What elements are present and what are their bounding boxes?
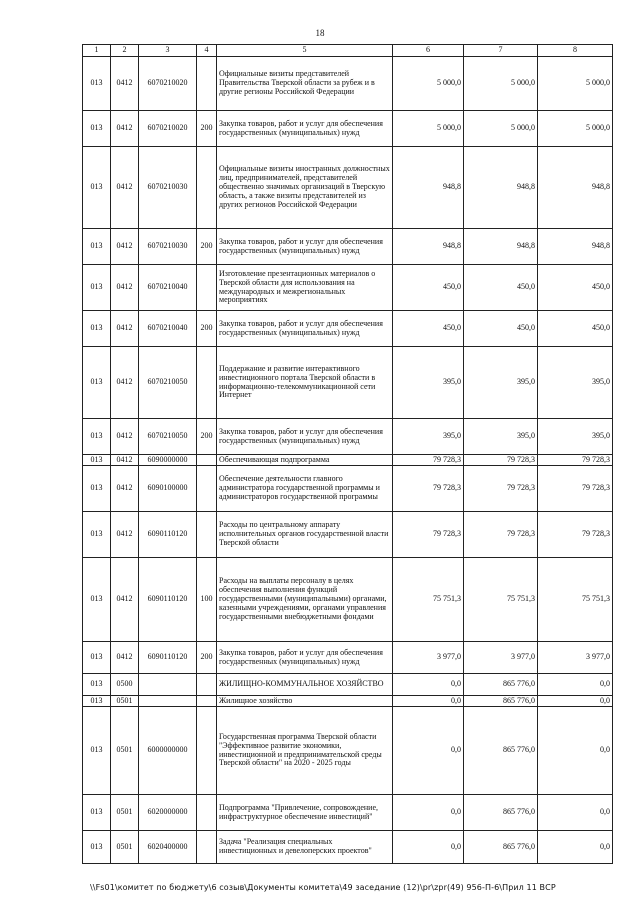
- row-name: Задача "Реализация специальных инвестиционных и девелоперских проектов": [217, 831, 393, 864]
- row-expense-type: 200: [197, 642, 217, 674]
- row-section: 0412: [111, 466, 139, 512]
- page-number: 18: [315, 28, 325, 38]
- row-section: 0412: [111, 419, 139, 455]
- row-value-1: 0,0: [393, 831, 464, 864]
- row-expense-type: 200: [197, 229, 217, 265]
- row-name: Расходы на выплаты персоналу в целях обеспечения выполнения функций государственными (муниципальными) органами, казенными учреждениями, органами управления государственными внебюджетными фондами: [217, 558, 393, 642]
- row-target: 6070210030: [139, 147, 197, 229]
- row-name: Закупка товаров, работ и услуг для обеспечения государственных (муниципальных) нужд: [217, 311, 393, 347]
- row-target: 6020000000: [139, 795, 197, 831]
- column-header: 1: [83, 45, 111, 57]
- row-name: Государственная программа Тверской области "Эффективное развитие экономики, инвестиционной и предпринимательской среды Тверской области" на 2020 - 2025 годы: [217, 707, 393, 795]
- row-value-2: 5 000,0: [464, 57, 538, 111]
- row-expense-type: [197, 512, 217, 558]
- row-value-3: 79 728,3: [538, 466, 613, 512]
- row-value-1: 79 728,3: [393, 512, 464, 558]
- column-header: 2: [111, 45, 139, 57]
- row-code: 013: [83, 347, 111, 419]
- row-target: 6090000000: [139, 455, 197, 466]
- row-value-3: 948,8: [538, 147, 613, 229]
- row-section: 0412: [111, 455, 139, 466]
- table-row: [83, 311, 613, 347]
- row-value-3: 0,0: [538, 674, 613, 696]
- row-section: 0501: [111, 831, 139, 864]
- row-code: 013: [83, 707, 111, 795]
- row-section: 0501: [111, 795, 139, 831]
- row-value-1: 395,0: [393, 347, 464, 419]
- row-value-3: 395,0: [538, 347, 613, 419]
- table-row: [83, 512, 613, 558]
- row-section: 0412: [111, 311, 139, 347]
- row-value-2: 450,0: [464, 265, 538, 311]
- row-value-3: 450,0: [538, 311, 613, 347]
- row-value-2: 865 776,0: [464, 674, 538, 696]
- row-name: Закупка товаров, работ и услуг для обеспечения государственных (муниципальных) нужд: [217, 642, 393, 674]
- table-row: [83, 229, 613, 265]
- row-value-3: 395,0: [538, 419, 613, 455]
- row-section: 0412: [111, 229, 139, 265]
- row-value-2: 948,8: [464, 229, 538, 265]
- row-section: 0501: [111, 696, 139, 707]
- row-expense-type: 100: [197, 558, 217, 642]
- row-code: 013: [83, 311, 111, 347]
- row-target: 6070210030: [139, 229, 197, 265]
- row-value-3: 79 728,3: [538, 512, 613, 558]
- row-value-2: 3 977,0: [464, 642, 538, 674]
- row-value-3: 5 000,0: [538, 57, 613, 111]
- row-value-1: 0,0: [393, 696, 464, 707]
- table-row: [83, 347, 613, 419]
- row-expense-type: [197, 466, 217, 512]
- column-header: 8: [538, 45, 613, 57]
- row-name: Закупка товаров, работ и услуг для обеспечения государственных (муниципальных) нужд: [217, 229, 393, 265]
- column-header: 7: [464, 45, 538, 57]
- row-section: 0412: [111, 111, 139, 147]
- row-target: 6070210050: [139, 347, 197, 419]
- row-target: 6090110120: [139, 512, 197, 558]
- row-value-1: 79 728,3: [393, 455, 464, 466]
- row-target: 6070210040: [139, 311, 197, 347]
- row-code: 013: [83, 147, 111, 229]
- budget-table: [82, 44, 613, 864]
- row-name: Закупка товаров, работ и услуг для обеспечения государственных (муниципальных) нужд: [217, 111, 393, 147]
- row-value-1: 948,8: [393, 229, 464, 265]
- row-section: 0500: [111, 674, 139, 696]
- row-name: Обеспечивающая подпрограмма: [217, 455, 393, 466]
- row-code: 013: [83, 229, 111, 265]
- row-expense-type: [197, 147, 217, 229]
- row-value-3: 79 728,3: [538, 455, 613, 466]
- row-target: 6090110120: [139, 558, 197, 642]
- column-header: 3: [139, 45, 197, 57]
- row-target: 6070210020: [139, 111, 197, 147]
- row-value-2: 948,8: [464, 147, 538, 229]
- column-number-row: [83, 45, 613, 57]
- row-name: ЖИЛИЩНО-КОММУНАЛЬНОЕ ХОЗЯЙСТВО: [217, 674, 393, 696]
- row-code: 013: [83, 795, 111, 831]
- table-row: [83, 795, 613, 831]
- table-row: [83, 147, 613, 229]
- row-value-3: 3 977,0: [538, 642, 613, 674]
- table-row: [83, 455, 613, 466]
- row-section: 0501: [111, 707, 139, 795]
- row-value-1: 450,0: [393, 311, 464, 347]
- row-expense-type: 200: [197, 111, 217, 147]
- row-value-3: 0,0: [538, 696, 613, 707]
- row-section: 0412: [111, 265, 139, 311]
- row-target: [139, 674, 197, 696]
- row-section: 0412: [111, 558, 139, 642]
- row-section: 0412: [111, 147, 139, 229]
- row-code: 013: [83, 455, 111, 466]
- row-expense-type: [197, 347, 217, 419]
- row-value-3: 75 751,3: [538, 558, 613, 642]
- row-value-3: 0,0: [538, 831, 613, 864]
- row-value-1: 5 000,0: [393, 111, 464, 147]
- row-expense-type: [197, 265, 217, 311]
- row-value-1: 395,0: [393, 419, 464, 455]
- row-value-1: 0,0: [393, 707, 464, 795]
- row-code: 013: [83, 419, 111, 455]
- row-target: 6070210020: [139, 57, 197, 111]
- row-name: Изготовление презентационных материалов о Тверской области для использования на международных и межрегиональных мероприятиях: [217, 265, 393, 311]
- row-code: 013: [83, 558, 111, 642]
- row-target: 6000000000: [139, 707, 197, 795]
- row-code: 013: [83, 642, 111, 674]
- table-row: [83, 111, 613, 147]
- table-row: [83, 466, 613, 512]
- row-name: Закупка товаров, работ и услуг для обеспечения государственных (муниципальных) нужд: [217, 419, 393, 455]
- row-name: Официальные визиты иностранных должностных лиц, предпринимателей, представителей общественно значимых организаций в Тверскую область, а также визиты представителей из других регионов Российской Федерации: [217, 147, 393, 229]
- row-code: 013: [83, 831, 111, 864]
- table-row: [83, 696, 613, 707]
- column-header: 6: [393, 45, 464, 57]
- row-name: Обеспечение деятельности главного администратора государственной программы и администраторов государственной программы: [217, 466, 393, 512]
- row-value-2: 865 776,0: [464, 831, 538, 864]
- row-value-2: 79 728,3: [464, 466, 538, 512]
- row-value-2: 5 000,0: [464, 111, 538, 147]
- row-value-3: 5 000,0: [538, 111, 613, 147]
- row-value-1: 0,0: [393, 795, 464, 831]
- row-name: Подпрограмма "Привлечение, сопровождение, инфраструктурное обеспечение инвестиций": [217, 795, 393, 831]
- row-target: 6070210050: [139, 419, 197, 455]
- file-path-footer: \\Fs01\комитет по бюджету\6 созыв\Документы комитета\49 заседание (12)\pr\zpr(49) 956-П-6\Прил 11 ВСР: [90, 883, 556, 892]
- table-row: [83, 707, 613, 795]
- row-expense-type: [197, 674, 217, 696]
- row-code: 013: [83, 265, 111, 311]
- row-expense-type: 200: [197, 419, 217, 455]
- row-value-1: 0,0: [393, 674, 464, 696]
- row-section: 0412: [111, 57, 139, 111]
- row-value-1: 450,0: [393, 265, 464, 311]
- row-expense-type: 200: [197, 311, 217, 347]
- row-target: 6090110120: [139, 642, 197, 674]
- row-expense-type: [197, 57, 217, 111]
- row-expense-type: [197, 707, 217, 795]
- row-name: Расходы по центральному аппарату исполнительных органов государственной власти Тверской области: [217, 512, 393, 558]
- row-target: 6020400000: [139, 831, 197, 864]
- row-value-3: 948,8: [538, 229, 613, 265]
- row-value-2: 79 728,3: [464, 455, 538, 466]
- row-name: Официальные визиты представителей Правительства Тверской области за рубеж и в другие регионы Российской Федерации: [217, 57, 393, 111]
- row-code: 013: [83, 512, 111, 558]
- row-value-3: 450,0: [538, 265, 613, 311]
- row-code: 013: [83, 466, 111, 512]
- row-value-2: 75 751,3: [464, 558, 538, 642]
- row-name: Поддержание и развитие интерактивного инвестиционного портала Тверской области в информационно-телекоммуникационной сети Интернет: [217, 347, 393, 419]
- row-value-1: 5 000,0: [393, 57, 464, 111]
- table-row: [83, 558, 613, 642]
- row-expense-type: [197, 831, 217, 864]
- row-value-2: 79 728,3: [464, 512, 538, 558]
- row-target: 6070210040: [139, 265, 197, 311]
- row-section: 0412: [111, 642, 139, 674]
- row-value-2: 395,0: [464, 419, 538, 455]
- row-value-1: 75 751,3: [393, 558, 464, 642]
- row-expense-type: [197, 696, 217, 707]
- table-row: [83, 831, 613, 864]
- row-value-3: 0,0: [538, 707, 613, 795]
- table-row: [83, 642, 613, 674]
- row-value-2: 395,0: [464, 347, 538, 419]
- row-value-1: 79 728,3: [393, 466, 464, 512]
- row-target: [139, 696, 197, 707]
- row-code: 013: [83, 696, 111, 707]
- row-value-1: 3 977,0: [393, 642, 464, 674]
- table-row: [83, 265, 613, 311]
- row-value-3: 0,0: [538, 795, 613, 831]
- row-value-2: 450,0: [464, 311, 538, 347]
- row-code: 013: [83, 674, 111, 696]
- column-header: 5: [217, 45, 393, 57]
- table-row: [83, 57, 613, 111]
- row-name: Жилищное хозяйство: [217, 696, 393, 707]
- table-row: [83, 674, 613, 696]
- row-code: 013: [83, 111, 111, 147]
- column-header: 4: [197, 45, 217, 57]
- row-value-2: 865 776,0: [464, 707, 538, 795]
- row-target: 6090100000: [139, 466, 197, 512]
- table-row: [83, 419, 613, 455]
- row-expense-type: [197, 455, 217, 466]
- row-code: 013: [83, 57, 111, 111]
- row-section: 0412: [111, 347, 139, 419]
- row-expense-type: [197, 795, 217, 831]
- row-section: 0412: [111, 512, 139, 558]
- row-value-2: 865 776,0: [464, 696, 538, 707]
- row-value-1: 948,8: [393, 147, 464, 229]
- row-value-2: 865 776,0: [464, 795, 538, 831]
